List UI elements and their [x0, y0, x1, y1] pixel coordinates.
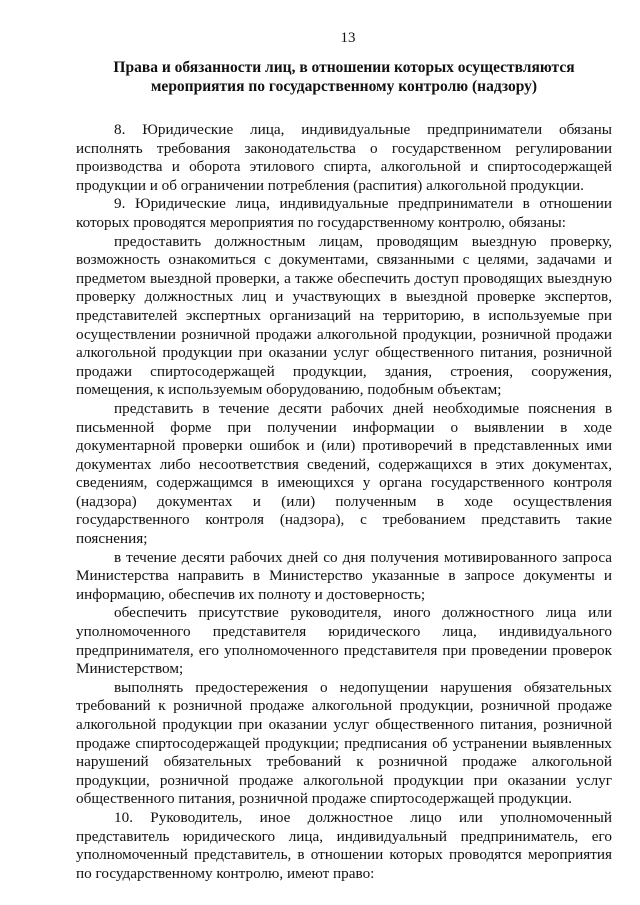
- section-heading: Права и обязанности лиц, в отношении которых осуществляются мероприятия по государственному контролю (надзору): [113, 59, 575, 95]
- document-body: [76, 121, 612, 883]
- paragraph-9-item-access: предоставить должностным лицам, проводящим выездную проверку, возможность ознакомиться с документами, связанными с целями, задачами и предметом выездной проверки, а также обеспечить доступ проводящих выездную проверку должностных лиц и участвующих в выездной проверке экспертов, представителей экспертных организаций на территорию, в используемые при осуществлении розничной продажи алкогольной продукции, розничной продажи алкогольной продукции при оказании услуг общественного питания, розничной продажи спиртосодержащей продукции, здания, строения, сооружения, помещения, к используемым оборудованию, подобным объектам;: [76, 232, 612, 399]
- paragraph-9-item-explanations: представить в течение десяти рабочих дней необходимые пояснения в письменной форме при получении информации о выявлении в ходе документарной проверки ошибок и (или) противоречий в представленных ими документах либо несоответствия сведений, содержащихся в этих документах, сведениям, содержащимся в имеющихся у органа государственного контроля (надзора) документах и (или) полученным в ходе осуществления государственного контроля (надзора), с требованием представить такие пояснения;: [76, 399, 612, 548]
- paragraph-9: 9. Юридические лица, индивидуальные предприниматели в отношении которых проводятся мероприятия по государственному контролю, обязаны:: [76, 195, 612, 231]
- paragraph-8: 8. Юридические лица, индивидуальные предприниматели обязаны исполнять требования законодательства о государственном регулировании производства и оборота этилового спирта, алкогольной и спиртосодержащей продукции и об ограничении потребления (распития) алкогольной продукции.: [76, 121, 612, 194]
- paragraph-10: 10. Руководитель, иное должностное лицо или уполномоченный представитель юридического лица, индивидуальный предприниматель, его уполномоченный представитель, в отношении которых проводятся мероприятия по государственному контролю, имеют право:: [76, 808, 612, 882]
- paragraph-9-item-presence: обеспечить присутствие руководителя, иного должностного лица или уполномоченного представителя юридического лица, индивидуального предпринимателя, его уполномоченного представителя при проведении проверок Министерством;: [76, 604, 612, 678]
- paragraph-9-item-warnings: выполнять предостережения о недопущении нарушения обязательных требований к розничной продаже алкогольной продукции, розничной продаже алкогольной продукции при оказании услуг общественного питания, розничной продаже спиртосодержащей продукции; предписания об устранении выявленных нарушений обязательных требований к розничной продаже алкогольной продукции, розничной продаже алкогольной продукции при оказании услуг общественного питания, розничной продаже спиртосодержащей продукции.: [76, 678, 612, 808]
- document-page: [76, 28, 612, 883]
- paragraph-9-item-documents: в течение десяти рабочих дней со дня получения мотивированного запроса Министерства направить в Министерство указанные в запросе документы и информацию, обеспечив их полноту и достоверность;: [76, 548, 612, 603]
- page-number: 13: [340, 30, 356, 46]
